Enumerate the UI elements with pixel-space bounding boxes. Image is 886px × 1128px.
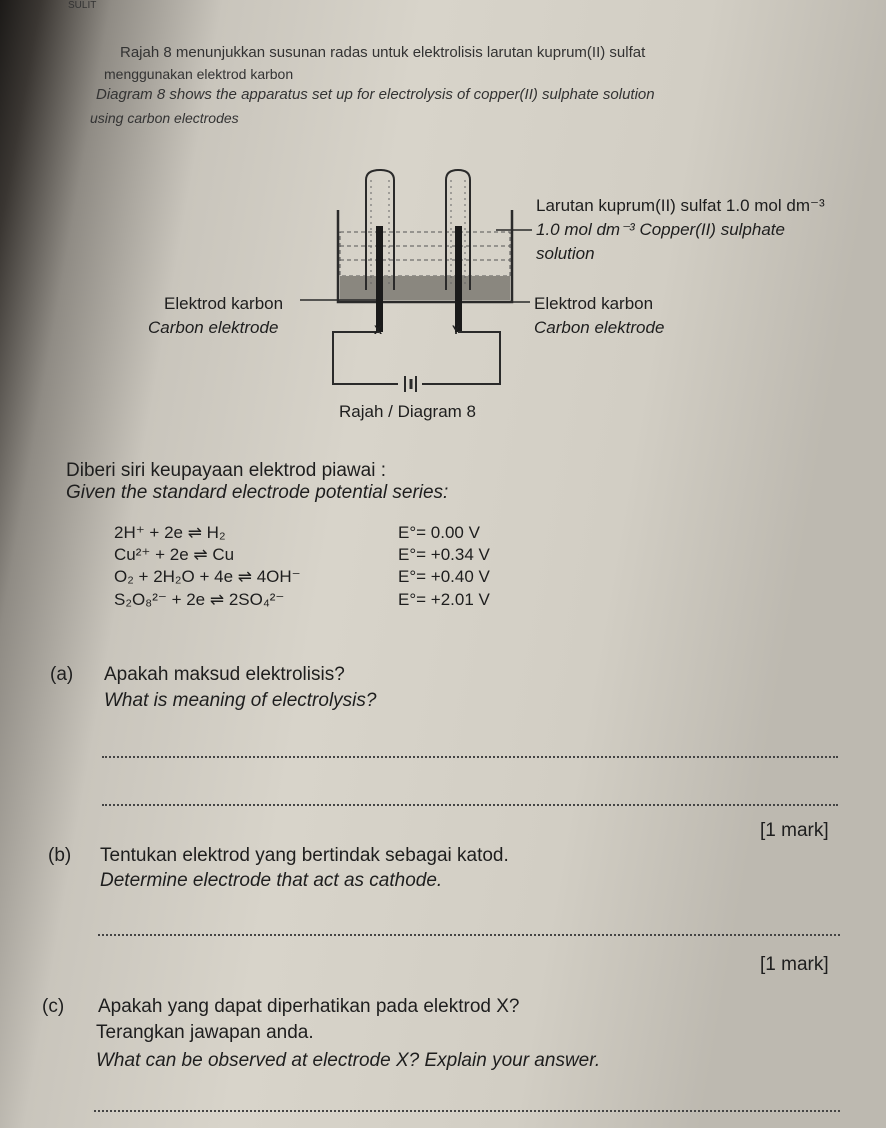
intro-en-line1: Diagram 8 shows the apparatus set up for electrolysis of copper(II) sulphate solution	[96, 86, 655, 103]
series-reaction: 2H⁺ + 2e ⇌ H₂	[114, 523, 226, 542]
question-c-label: (c)	[42, 996, 65, 1017]
question-b-mark: [1 mark]	[760, 954, 829, 975]
series-reaction: S₂O₈²⁻ + 2e ⇌ 2SO₄²⁻	[114, 590, 285, 609]
answer-line-a1[interactable]	[102, 756, 838, 758]
electrode-x	[376, 226, 383, 332]
corner-mark: SULIT	[68, 0, 97, 11]
label-left-electrode-ms: Elektrod karbon	[164, 294, 284, 313]
question-c-en: What can be observed at electrode X? Explain your answer.	[96, 1050, 601, 1071]
question-a-ms: Apakah maksud elektrolisis?	[104, 664, 345, 685]
question-b-en: Determine electrode that act as cathode.	[100, 870, 443, 891]
answer-line-b[interactable]	[98, 934, 840, 936]
answer-line-c[interactable]	[94, 1110, 840, 1112]
question-a-label: (a)	[50, 664, 74, 685]
label-solution-ms: Larutan kuprum(II) sulfat 1.0 mol dm⁻³	[536, 196, 825, 215]
label-left-electrode-en: Carbon elektrode	[148, 318, 279, 337]
electrode-y-label: Y	[452, 323, 461, 337]
label-solution-en-2: solution	[536, 244, 595, 263]
series-title-ms: Diberi siri keupayaan elektrod piawai :	[66, 460, 386, 481]
circuit-wire-left	[333, 332, 398, 384]
label-solution-en-1: 1.0 mol dm⁻³ Copper(II) sulphate	[536, 220, 785, 239]
label-right-electrode-en: Carbon elektrode	[534, 318, 665, 337]
series-reaction: O₂ + 2H₂O + 4e ⇌ 4OH⁻	[114, 567, 301, 586]
series-title-en: Given the standard electrode potential series:	[66, 482, 449, 503]
intro-ms-line2: menggunakan elektrod karbon	[104, 66, 294, 82]
electrode-y	[455, 226, 462, 332]
intro-en-line2: using carbon electrodes	[90, 110, 239, 126]
series-potential: E°= +2.01 V	[398, 590, 490, 609]
question-c-ms2: Terangkan jawapan anda.	[96, 1022, 314, 1043]
series-reaction: Cu²⁺ + 2e ⇌ Cu	[114, 545, 235, 564]
question-b-label: (b)	[48, 845, 72, 866]
label-right-electrode-ms: Elektrod karbon	[534, 294, 654, 313]
answer-line-a2[interactable]	[102, 804, 838, 806]
series-potential: E°= +0.40 V	[398, 567, 490, 586]
question-b-ms: Tentukan elektrod yang bertindak sebagai katod.	[100, 845, 509, 866]
diagram-caption: Rajah / Diagram 8	[339, 402, 477, 421]
series-potential: E°= +0.34 V	[398, 545, 490, 564]
question-a-mark: [1 mark]	[760, 820, 829, 841]
question-a-en: What is meaning of electrolysis?	[104, 690, 377, 711]
electrode-x-label: X	[374, 323, 383, 337]
intro-ms-line1: Rajah 8 menunjukkan susunan radas untuk elektrolisis larutan kuprum(II) sulfat	[120, 44, 646, 61]
question-c-ms1: Apakah yang dapat diperhatikan pada elektrod X?	[98, 996, 520, 1017]
circuit-wire-right	[422, 332, 500, 384]
series-potential: E°= 0.00 V	[398, 523, 480, 542]
